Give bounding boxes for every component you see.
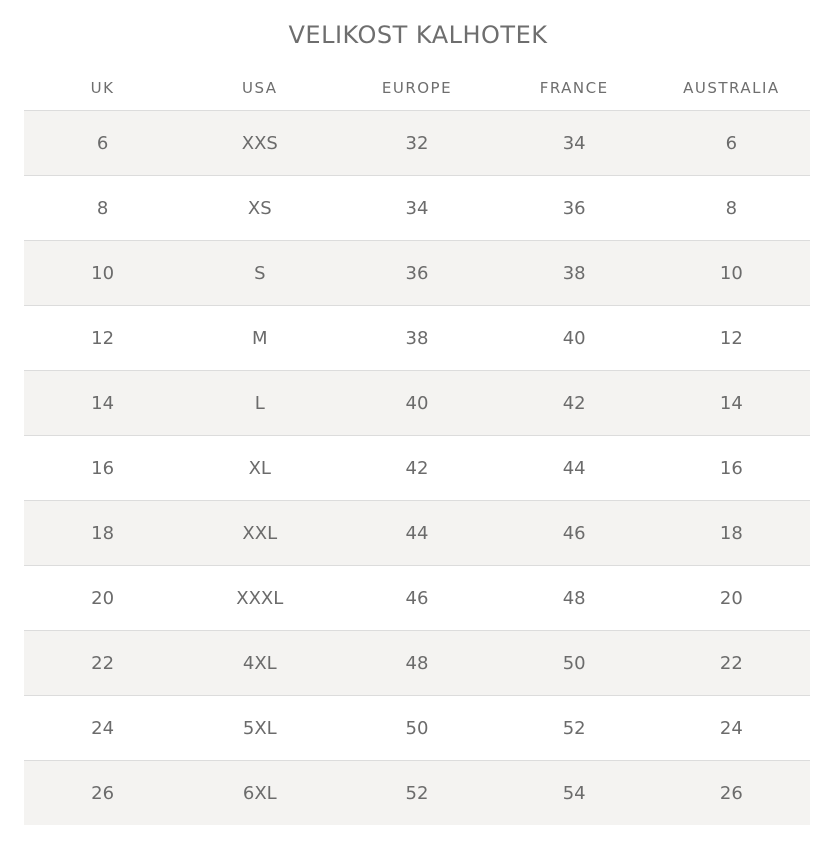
table-row (24, 306, 810, 371)
cell-europe: 34 (338, 176, 495, 241)
cell-usa: 4XL (181, 631, 338, 696)
cell-australia: 24 (653, 696, 810, 761)
table-body (24, 111, 810, 826)
table-row (24, 761, 810, 826)
cell-europe: 32 (338, 111, 495, 176)
cell-australia: 18 (653, 501, 810, 566)
cell-usa: XXL (181, 501, 338, 566)
cell-usa: 6XL (181, 761, 338, 826)
cell-uk: 24 (24, 696, 181, 761)
table-row (24, 176, 810, 241)
cell-europe: 48 (338, 631, 495, 696)
cell-usa: S (181, 241, 338, 306)
column-header-usa: USA (242, 78, 278, 97)
cell-australia: 10 (653, 241, 810, 306)
cell-france: 42 (496, 371, 653, 436)
cell-europe: 46 (338, 566, 495, 631)
table-row (24, 241, 810, 306)
table-row (24, 501, 810, 566)
cell-usa: XL (181, 436, 338, 501)
cell-australia: 16 (653, 436, 810, 501)
cell-usa: XS (181, 176, 338, 241)
cell-australia: 22 (653, 631, 810, 696)
table-header-row (24, 65, 810, 111)
cell-usa: XXS (181, 111, 338, 176)
cell-australia: 20 (653, 566, 810, 631)
cell-usa: 5XL (181, 696, 338, 761)
cell-france: 38 (496, 241, 653, 306)
column-header-australia: AUSTRALIA (683, 78, 780, 97)
table-row (24, 566, 810, 631)
cell-europe: 40 (338, 371, 495, 436)
cell-uk: 6 (24, 111, 181, 176)
column-header-europe: EUROPE (381, 78, 453, 97)
cell-usa: L (181, 371, 338, 436)
cell-uk: 20 (24, 566, 181, 631)
cell-uk: 16 (24, 436, 181, 501)
cell-australia: 12 (653, 306, 810, 371)
cell-france: 54 (496, 761, 653, 826)
cell-europe: 38 (338, 306, 495, 371)
cell-europe: 42 (338, 436, 495, 501)
cell-uk: 26 (24, 761, 181, 826)
cell-europe: 50 (338, 696, 495, 761)
cell-europe: 52 (338, 761, 495, 826)
cell-france: 36 (496, 176, 653, 241)
cell-uk: 14 (24, 371, 181, 436)
column-header-france: FRANCE (539, 78, 609, 97)
cell-uk: 18 (24, 501, 181, 566)
cell-france: 46 (496, 501, 653, 566)
table-row (24, 111, 810, 176)
cell-europe: 44 (338, 501, 495, 566)
cell-australia: 8 (653, 176, 810, 241)
cell-usa: M (181, 306, 338, 371)
cell-france: 40 (496, 306, 653, 371)
cell-france: 50 (496, 631, 653, 696)
cell-france: 34 (496, 111, 653, 176)
table-row (24, 436, 810, 501)
cell-usa: XXXL (181, 566, 338, 631)
table-row (24, 371, 810, 436)
size-chart-table (24, 65, 810, 825)
cell-australia: 14 (653, 371, 810, 436)
cell-uk: 10 (24, 241, 181, 306)
cell-france: 52 (496, 696, 653, 761)
cell-australia: 26 (653, 761, 810, 826)
cell-france: 44 (496, 436, 653, 501)
cell-europe: 36 (338, 241, 495, 306)
page-title: VELIKOST KALHOTEK (288, 21, 548, 49)
column-header-uk: UK (90, 78, 115, 97)
cell-france: 48 (496, 566, 653, 631)
cell-uk: 12 (24, 306, 181, 371)
table-row (24, 631, 810, 696)
cell-uk: 8 (24, 176, 181, 241)
cell-uk: 22 (24, 631, 181, 696)
cell-australia: 6 (653, 111, 810, 176)
table-row (24, 696, 810, 761)
